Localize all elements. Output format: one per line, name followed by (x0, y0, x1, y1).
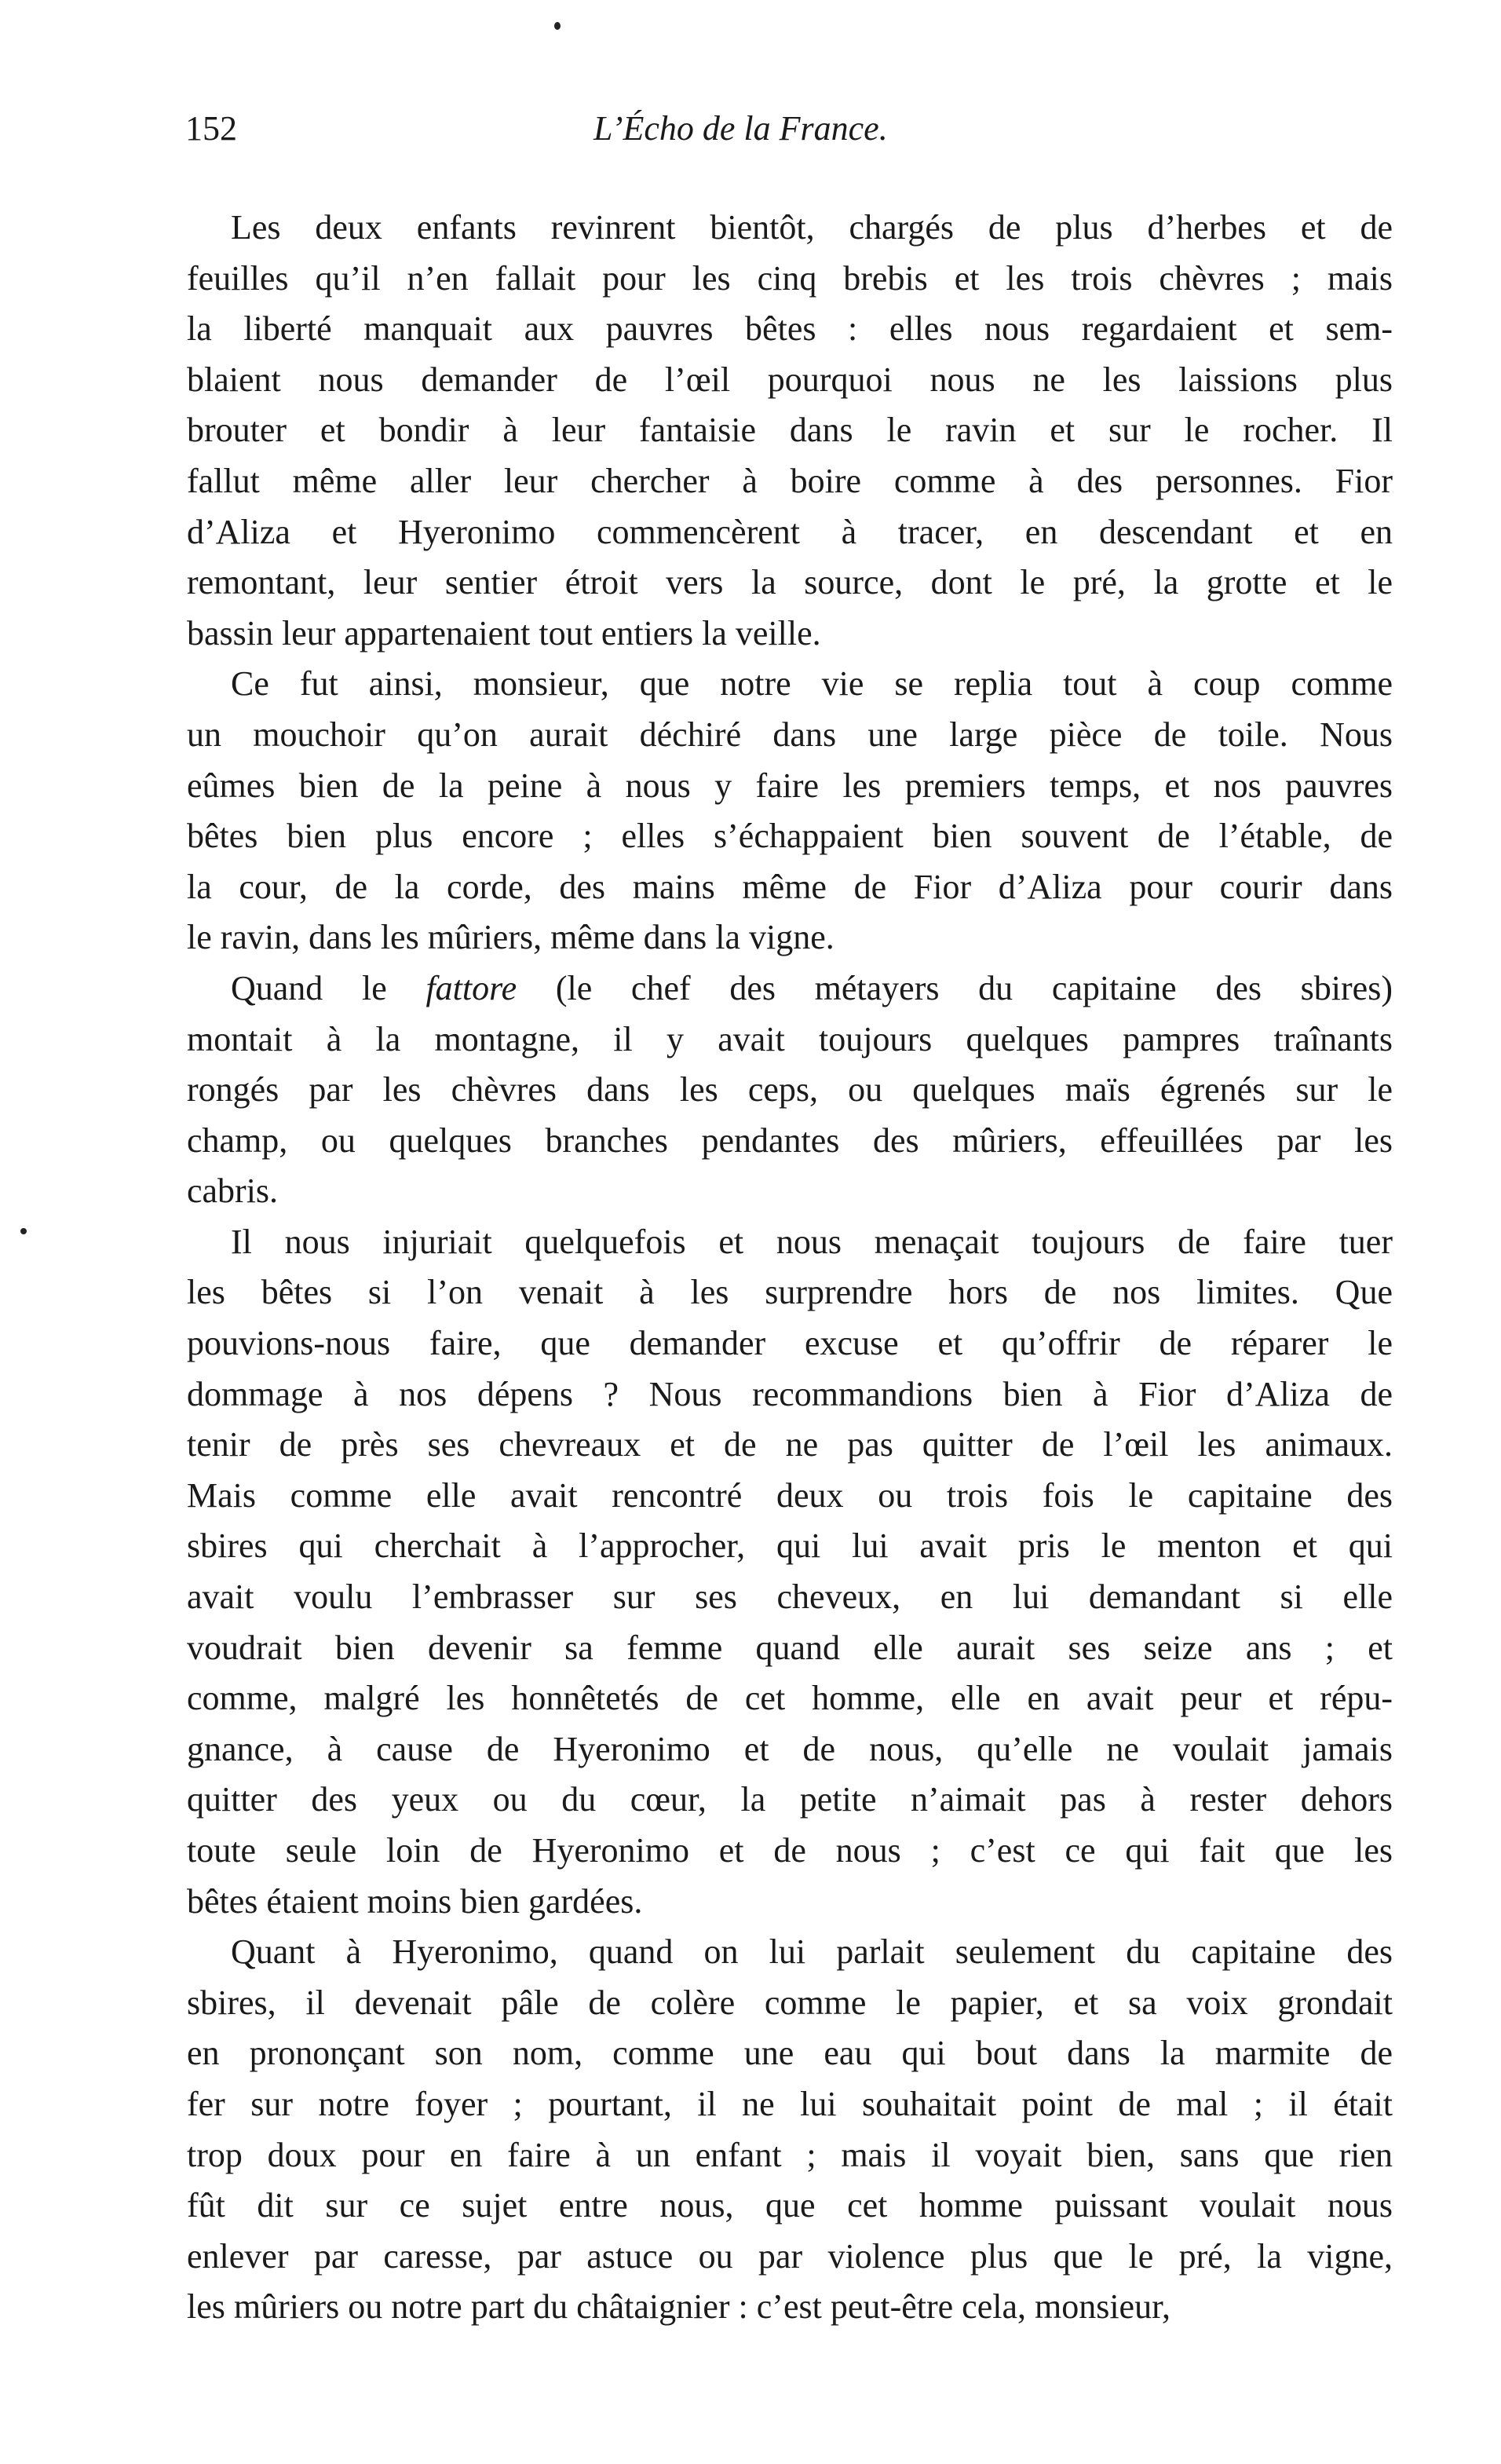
paragraph (187, 659, 1393, 963)
text-line: la cour, de la corde, des mains même de Fior d’Aliza pour courir dans (187, 867, 1393, 906)
text-line: enlever par caresse, par astuce ou par violence plus que le pré, la vigne, (187, 2236, 1393, 2276)
text-line: brouter et bondir à leur fantaisie dans le ravin et sur le rocher. Il (187, 411, 1393, 450)
text-line: champ, ou quelques branches pendantes des mûriers, effeuillées par les (187, 1120, 1393, 1160)
text-line: montait à la montagne, il y avait toujours quelques pampres traînants (187, 1019, 1393, 1058)
paragraph (187, 1927, 1393, 2333)
text-line: Quand le fattore (le chef des métayers du capitaine des sbires) (231, 968, 1393, 1007)
text-line: bêtes bien plus encore ; elles s’échappaient bien souvent de l’étable, de (187, 817, 1393, 856)
text-line: voudrait bien devenir sa femme quand elle aurait ses seize ans ; et (187, 1628, 1393, 1667)
text-line: cabris. (187, 1172, 279, 1211)
text-line: trop doux pour en faire à un enfant ; mais il voyait bien, sans que rien (187, 2135, 1393, 2174)
text-line: remontant, leur sentier étroit vers la source, dont le pré, la grotte et le (187, 563, 1393, 602)
text-line: en prononçant son nom, comme une eau qui bout dans la marmite de (187, 2034, 1393, 2073)
paragraph (187, 203, 1393, 659)
body-text (187, 203, 1393, 2333)
text-line: Les deux enfants revinrent bientôt, chargés de plus d’herbes et de (231, 208, 1393, 247)
text-line: fût dit sur ce sujet entre nous, que cet homme puissant voulait nous (187, 2186, 1393, 2225)
ink-speck (554, 22, 561, 30)
text-line: d’Aliza et Hyeronimo commencèrent à tracer, en descendant et en (187, 512, 1393, 551)
text-line: tenir de près ses chevreaux et de ne pas quitter de l’œil les animaux. (187, 1425, 1393, 1464)
text-line: dommage à nos dépens ? Nous recommandions bien à Fior d’Aliza de (187, 1374, 1393, 1413)
running-title: L’Écho de la France. (593, 109, 888, 148)
text-line: sbires qui cherchait à l’approcher, qui lui avait pris le menton et qui (187, 1526, 1393, 1566)
text-line: les mûriers ou notre part du châtaignier : c’est peut-être cela, monsieur, (187, 2287, 1170, 2327)
ink-speck (20, 1228, 27, 1234)
text-line: Quant à Hyeronimo, quand on lui parlait seulement du capitaine des (231, 1932, 1393, 1972)
text-line: bassin leur appartenaient tout entiers la veille. (187, 613, 821, 653)
text-line: Mais comme elle avait rencontré deux ou trois fois le capitaine des (187, 1475, 1393, 1515)
page-header (185, 108, 1394, 163)
text-line: comme, malgré les honnêtetés de cet homme, elle en avait peur et répu- (187, 1679, 1393, 1718)
text-line: feuilles qu’il n’en fallait pour les cinq brebis et les trois chèvres ; mais (187, 258, 1393, 298)
text-line: les bêtes si l’on venait à les surprendre hors de nos limites. Que (187, 1273, 1393, 1312)
text-line: bêtes étaient moins bien gardées. (187, 1881, 643, 1921)
text-line: un mouchoir qu’on aurait déchiré dans une large pièce de toile. Nous (187, 715, 1393, 754)
text-line: gnance, à cause de Hyeronimo et de nous, qu’elle ne voulait jamais (187, 1729, 1393, 1768)
text-line: rongés par les chèvres dans les ceps, ou quelques maïs égrenés sur le (187, 1070, 1393, 1110)
text-line: fallut même aller leur chercher à boire comme à des personnes. Fior (187, 461, 1393, 500)
text-line: avait voulu l’embrasser sur ses cheveux, en lui demandant si elle (187, 1577, 1393, 1617)
text-line: le ravin, dans les mûriers, même dans la vigne. (187, 918, 834, 957)
text-line: la liberté manquait aux pauvres bêtes : elles nous regardaient et sem- (187, 309, 1393, 349)
text-line: pouvions-nous faire, que demander excuse et qu’offrir de réparer le (187, 1324, 1393, 1363)
paragraph (187, 963, 1393, 1217)
text-line: eûmes bien de la peine à nous y faire les premiers temps, et nos pauvres (187, 766, 1393, 805)
text-line: fer sur notre foyer ; pourtant, il ne lui souhaitait point de mal ; il était (187, 2084, 1393, 2123)
text-line: blaient nous demander de l’œil pourquoi nous ne les laissions plus (187, 360, 1393, 399)
text-line: Ce fut ainsi, monsieur, que notre vie se replia tout à coup comme (231, 664, 1393, 704)
text-line: quitter des yeux ou du cœur, la petite n’aimait pas à rester dehors (187, 1780, 1393, 1819)
text-line: toute seule loin de Hyeronimo et de nous ; c’est ce qui fait que les (187, 1831, 1393, 1870)
text-line: sbires, il devenait pâle de colère comme le papier, et sa voix grondait (187, 1983, 1393, 2022)
text-line: Il nous injuriait quelquefois et nous menaçait toujours de faire tuer (231, 1222, 1393, 1261)
italic-term: fattore (425, 968, 517, 1007)
paragraph (187, 1217, 1393, 1927)
page-number: 152 (185, 109, 237, 148)
